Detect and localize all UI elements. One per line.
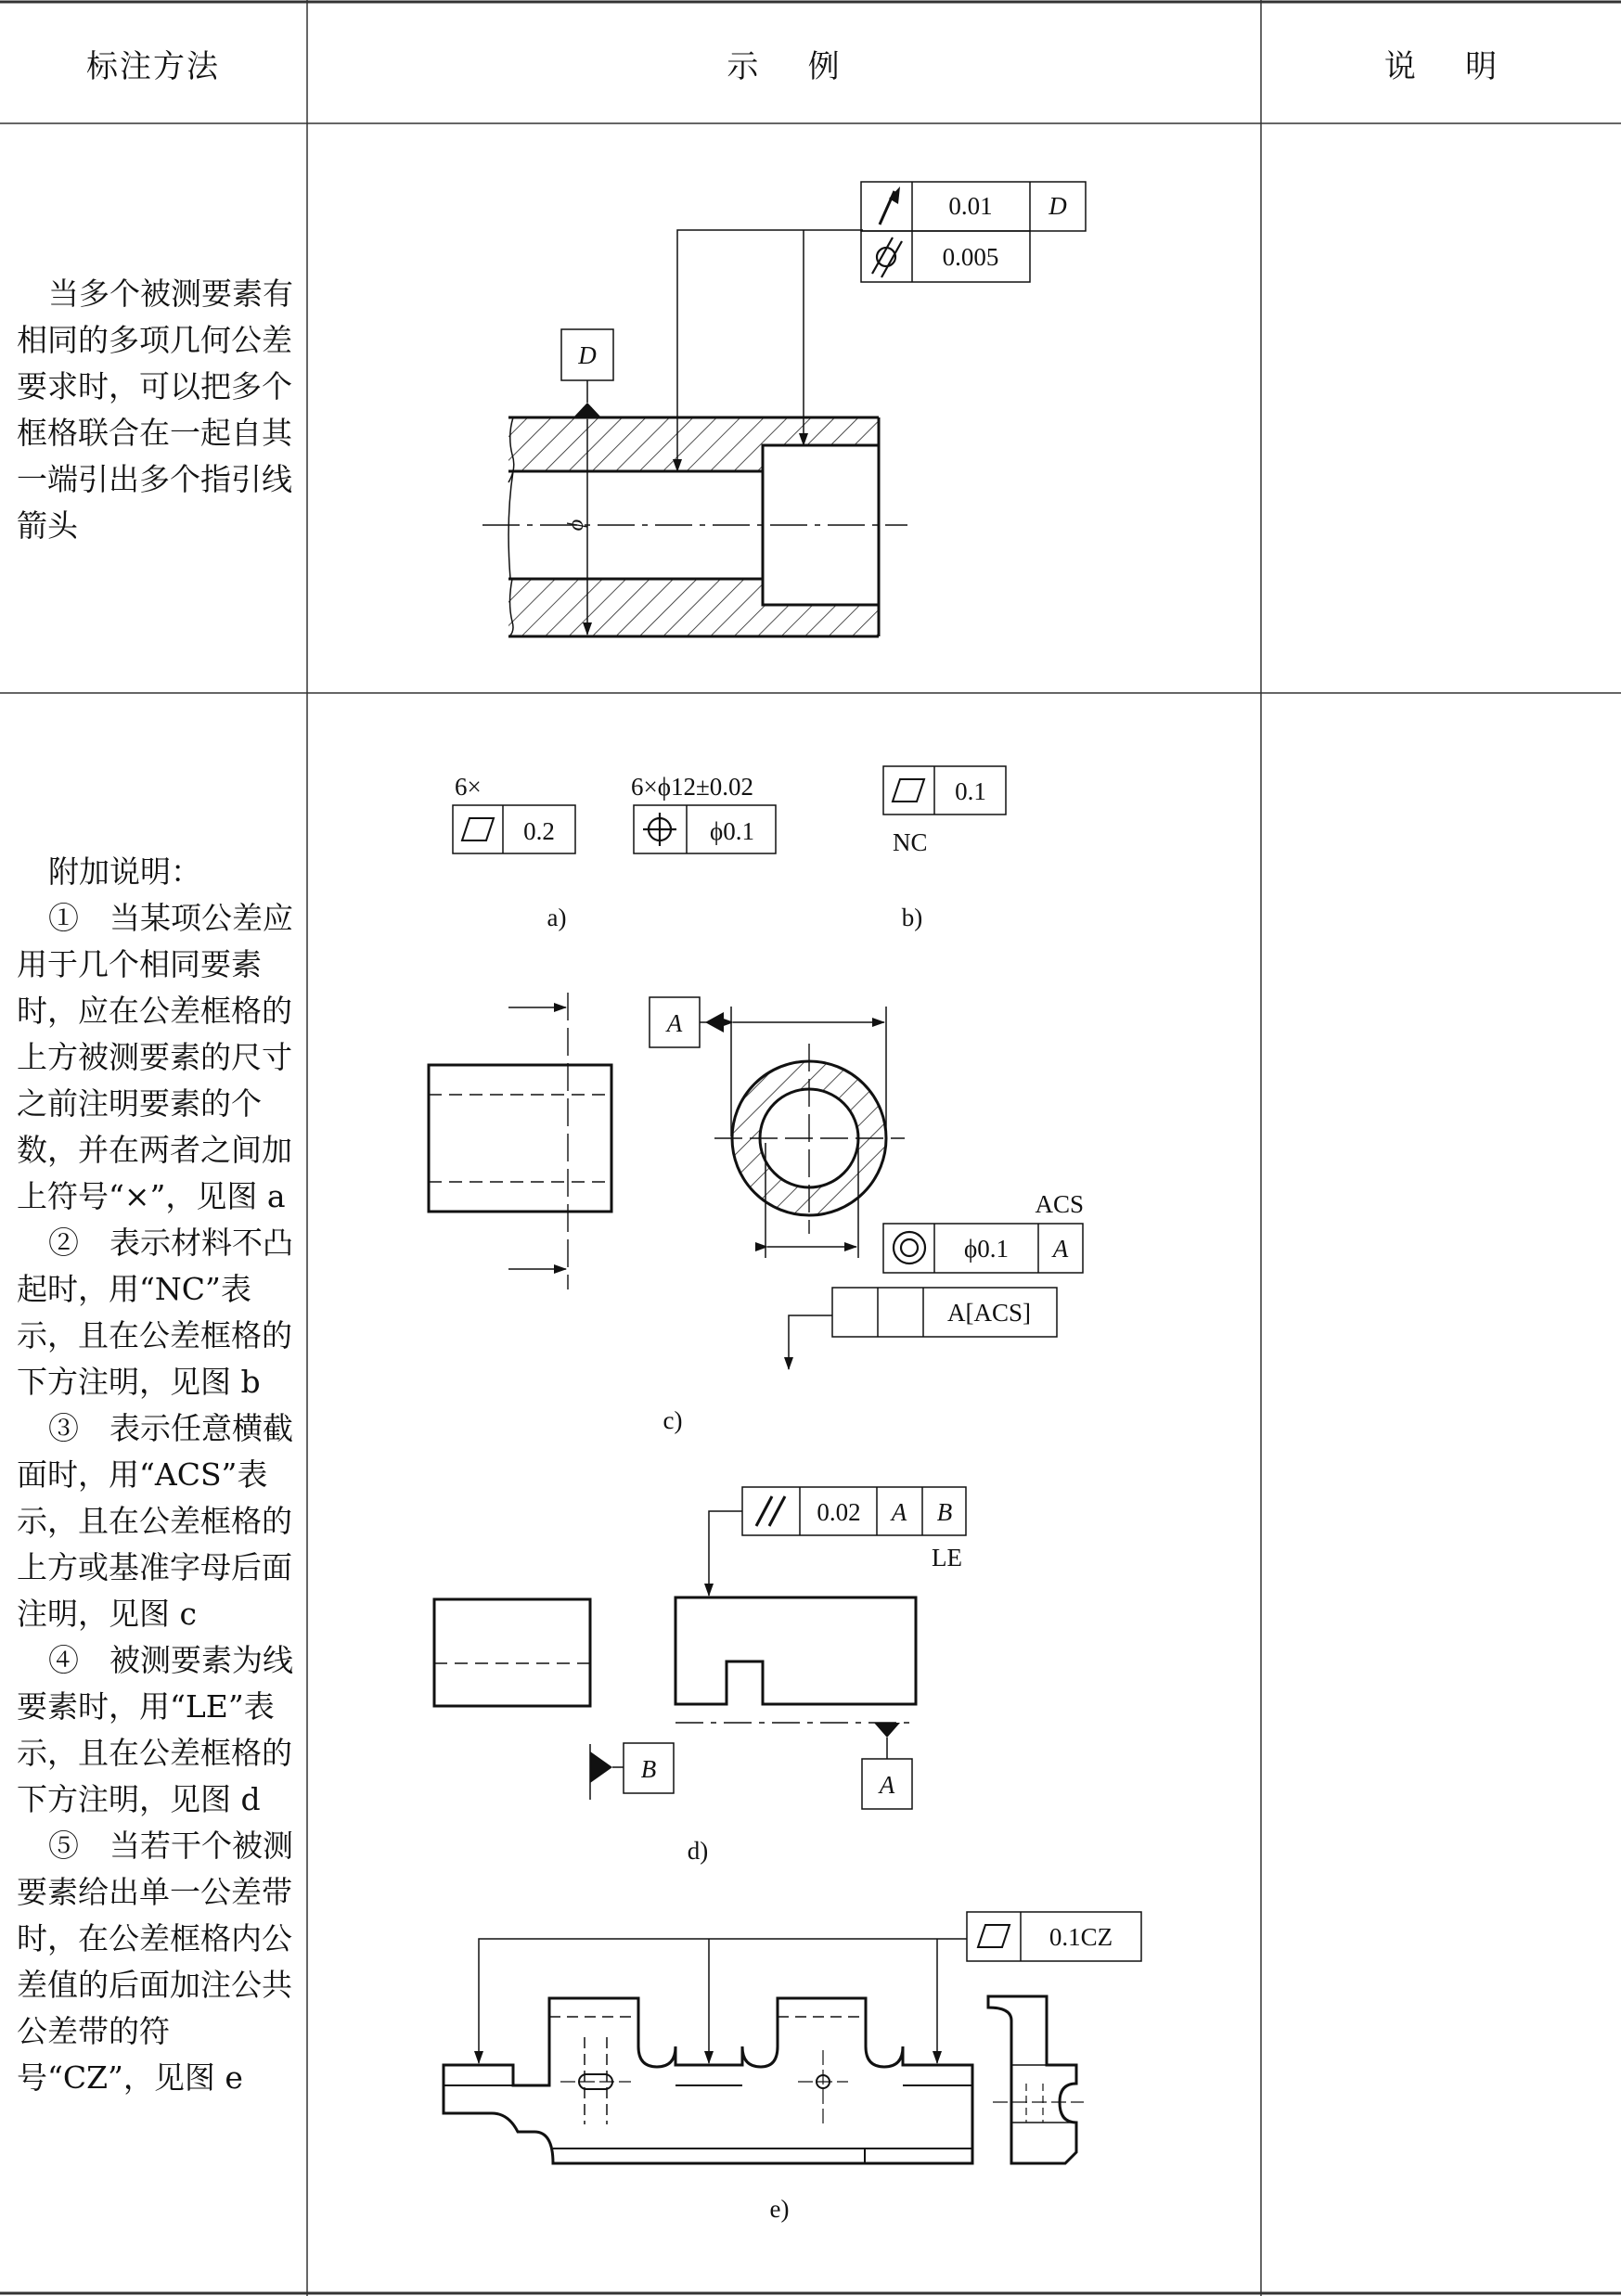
- svg-text:0.1CZ: 0.1CZ: [1049, 1923, 1113, 1951]
- svg-text:0.2: 0.2: [523, 817, 555, 845]
- row2-intro: 附加说明：: [48, 853, 201, 890]
- figure-b: [883, 766, 1006, 815]
- note-item-3: ③ 表示任意横截面时，用“ACS”表示，且在公差框格的上方或基准字母后面注明，见图 c: [17, 1410, 293, 1632]
- svg-text:ACS: ACS: [1035, 1190, 1084, 1218]
- note-item-1: ① 当某项公差应用于几个相同要素时，应在公差框格的上方被测要素的尺寸之前注明要素的个数，并在两者之间加上符号“×”，见图 a: [17, 900, 293, 1214]
- svg-text:A: A: [891, 1498, 907, 1526]
- svg-text:A: A: [879, 1771, 895, 1799]
- parallelism-icon: [756, 1496, 785, 1526]
- svg-text:A[ACS]: A[ACS]: [946, 1299, 1032, 1327]
- header-example: 示 例: [727, 48, 842, 85]
- svg-text:6×ϕ12±0.02: 6×ϕ12±0.02: [631, 773, 754, 801]
- figure-c-text: [663, 1009, 1084, 1434]
- svg-text:0.005: 0.005: [942, 243, 999, 271]
- note-item-4: ④ 被测要素为线要素时，用“LE”表示，且在公差框格的下方注明，见图 d: [17, 1642, 293, 1817]
- header-method: 标注方法: [86, 48, 220, 85]
- svg-text:B: B: [640, 1755, 657, 1783]
- header-explanation: 说 明: [1383, 48, 1499, 85]
- svg-text:a): a): [547, 904, 567, 931]
- circular-runout-icon: [880, 186, 900, 224]
- svg-text:6×: 6×: [455, 773, 482, 801]
- svg-text:ϕ0.1: ϕ0.1: [964, 1235, 1009, 1263]
- svg-text:d): d): [687, 1837, 709, 1865]
- svg-text:ϕ: ϕ: [564, 519, 588, 532]
- svg-text:0.1: 0.1: [955, 777, 986, 805]
- flatness-icon: [462, 818, 494, 840]
- svg-text:A: A: [1052, 1235, 1069, 1263]
- row1-labels: [564, 192, 1067, 531]
- figure-b-text: [893, 777, 986, 931]
- concentricity-icon: [894, 1232, 925, 1263]
- svg-text:0.02: 0.02: [817, 1498, 861, 1526]
- svg-text:NC: NC: [893, 828, 928, 856]
- cylindricity-icon: [872, 237, 902, 277]
- figure-d-text: [641, 1498, 962, 1865]
- svg-text:A: A: [666, 1009, 683, 1037]
- svg-text:b): b): [901, 904, 923, 931]
- svg-text:B: B: [936, 1498, 953, 1526]
- row1-method-text: 当多个被测要素有相同的多项几何公差要求时，可以把多个框格联合在一起自其一端引出多个指引线箭头: [17, 276, 293, 544]
- note-item-2: ② 表示材料不凸起时，用“NC”表示，且在公差框格的下方注明，见图 b: [17, 1225, 293, 1400]
- svg-text:0.01: 0.01: [948, 192, 993, 220]
- svg-text:LE: LE: [932, 1544, 962, 1571]
- figure-a-text: [455, 773, 754, 931]
- figure-e-text: [770, 1923, 1113, 2223]
- svg-text:D: D: [578, 341, 597, 369]
- figure-d: [434, 1487, 966, 1809]
- note-item-5: ⑤ 当若干个被测要素给出单一公差带时，在公差框格内公差值的后面加注公共公差带的符号“CZ”，见图 e: [17, 1828, 293, 2096]
- flatness-icon: [978, 1925, 1010, 1947]
- svg-text:c): c): [663, 1406, 683, 1434]
- svg-text:ϕ0.1: ϕ0.1: [710, 817, 754, 845]
- svg-text:D: D: [1049, 192, 1067, 220]
- svg-text:e): e): [769, 2195, 790, 2223]
- position-icon: [643, 813, 676, 846]
- flatness-icon: [893, 779, 924, 802]
- figure-e: [444, 1912, 1141, 2163]
